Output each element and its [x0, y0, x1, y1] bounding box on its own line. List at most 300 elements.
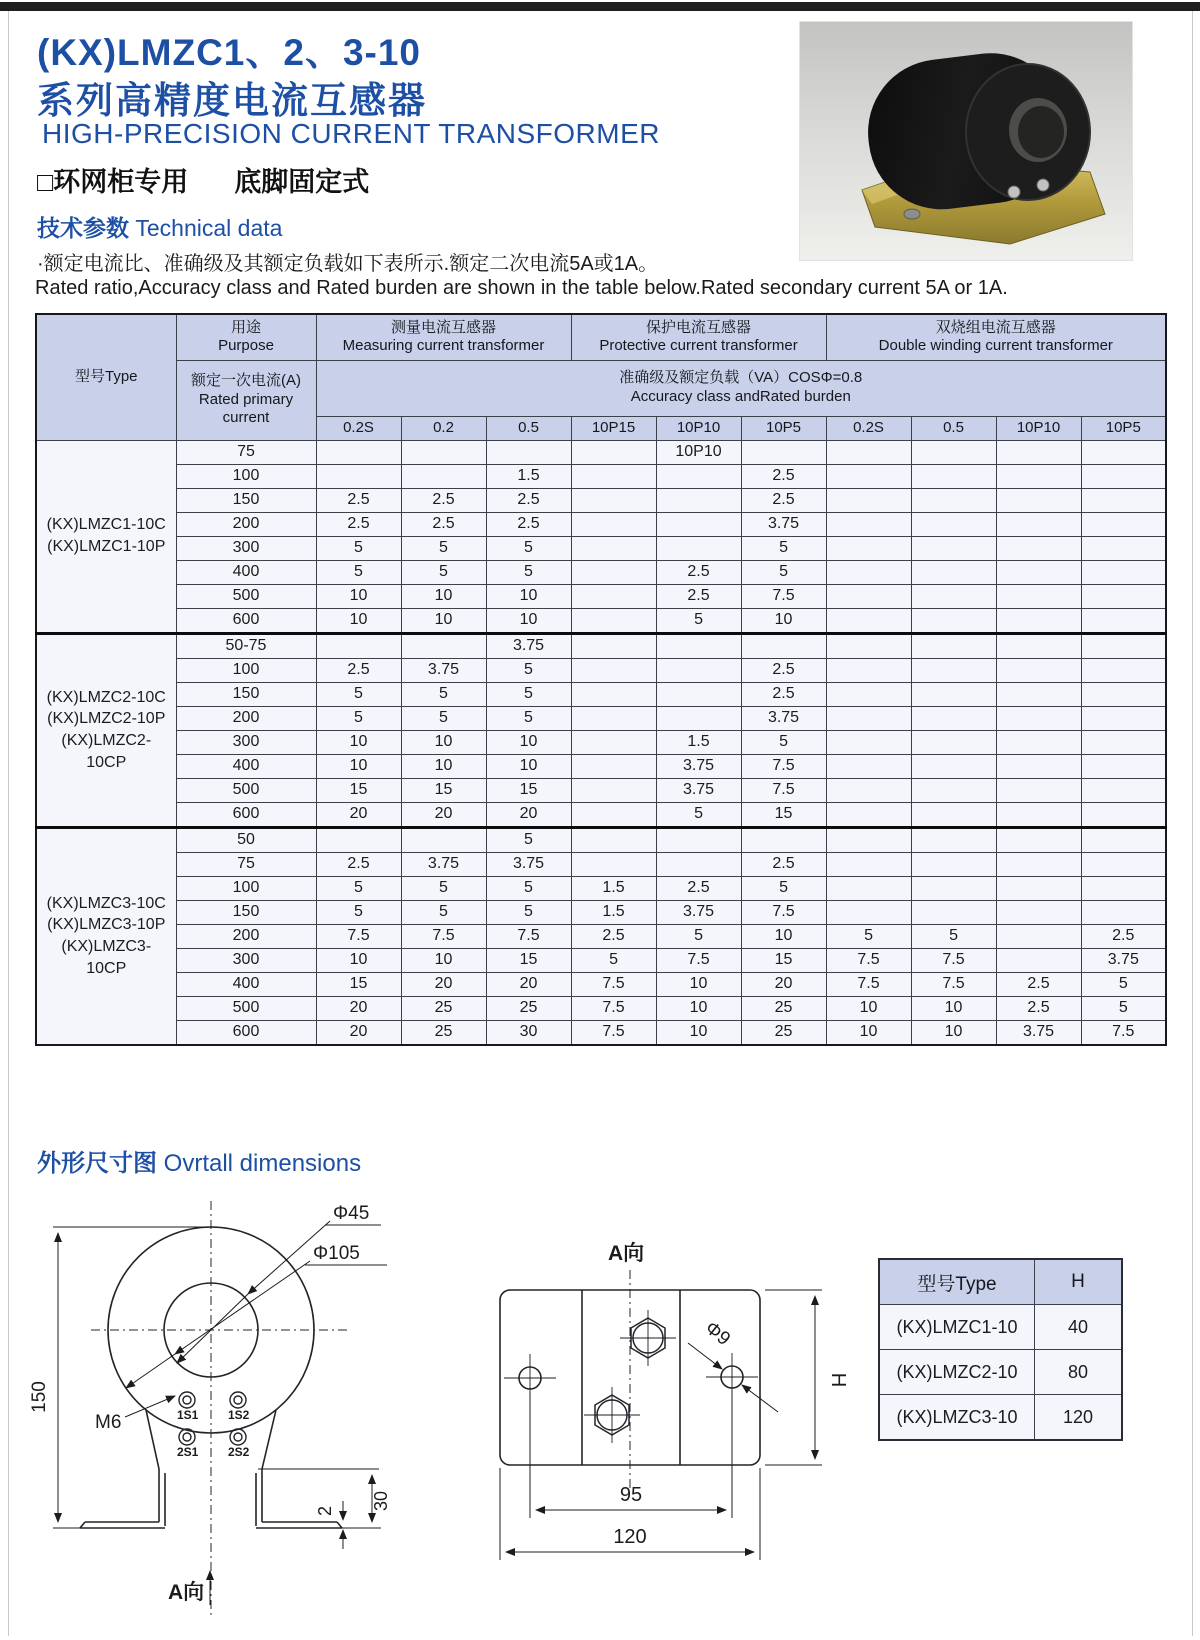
table-row	[36, 584, 1166, 608]
burden-value-cell	[1081, 633, 1166, 658]
burden-value-cell	[656, 464, 741, 488]
burden-value-cell	[741, 440, 826, 464]
note-line-en: Rated ratio,Accuracy class and Rated burden are shown in the table below.Rated secondary current 5A or 1A.	[35, 277, 1008, 299]
rated-current-cell: 500	[176, 996, 316, 1020]
burden-value-cell: 20	[316, 802, 401, 827]
burden-value-cell	[826, 802, 911, 827]
burden-value-cell	[316, 633, 401, 658]
burden-value-cell	[996, 827, 1081, 852]
burden-value-cell	[826, 706, 911, 730]
burden-value-cell: 20	[316, 996, 401, 1020]
table-row	[36, 488, 1166, 512]
burden-value-cell	[1081, 560, 1166, 584]
burden-value-cell	[826, 682, 911, 706]
burden-value-cell	[1081, 512, 1166, 536]
burden-value-cell	[911, 488, 996, 512]
burden-value-cell: 5	[741, 536, 826, 560]
page-title-english: HIGH-PRECISION CURRENT TRANSFORMER	[42, 118, 661, 149]
burden-value-cell: 2.5	[316, 852, 401, 876]
burden-value-cell: 25	[486, 996, 571, 1020]
burden-value-cell: 5	[656, 802, 741, 827]
technical-data-heading-en: Technical data	[129, 215, 283, 241]
burden-value-cell: 30	[486, 1020, 571, 1045]
burden-value-cell	[1081, 536, 1166, 560]
header-purpose-zh: 用途	[230, 318, 261, 336]
burden-value-cell	[571, 802, 656, 827]
burden-value-cell	[1081, 827, 1166, 852]
burden-value-cell: 5	[316, 682, 401, 706]
burden-value-cell: 5	[826, 924, 911, 948]
burden-value-cell	[1081, 682, 1166, 706]
burden-value-cell	[996, 464, 1081, 488]
burden-value-cell: 10	[401, 948, 486, 972]
terminal-1s2-label: 1S2	[228, 1408, 250, 1422]
table-row	[36, 1020, 1166, 1045]
burden-value-cell	[826, 440, 911, 464]
burden-value-cell	[911, 608, 996, 633]
burden-value-cell	[1081, 900, 1166, 924]
burden-value-cell: 5	[401, 682, 486, 706]
burden-value-cell	[316, 440, 401, 464]
burden-value-cell: 10	[741, 924, 826, 948]
header-rated-primary	[176, 360, 316, 440]
front-view-drawing	[25, 1185, 455, 1640]
burden-value-cell: 2.5	[316, 658, 401, 682]
burden-value-cell	[486, 440, 571, 464]
burden-value-cell: 10P10	[656, 440, 741, 464]
table-row	[879, 1395, 1122, 1441]
burden-value-cell: 5	[486, 900, 571, 924]
burden-value-cell: 10	[911, 996, 996, 1020]
burden-value-cell	[996, 512, 1081, 536]
burden-value-cell	[656, 682, 741, 706]
table-row	[36, 658, 1166, 682]
burden-value-cell	[826, 900, 911, 924]
burden-value-cell	[571, 584, 656, 608]
burden-value-cell	[996, 706, 1081, 730]
dim-outer-diameter-label: Φ105	[313, 1243, 360, 1264]
dimensions-heading	[37, 1143, 361, 1178]
accuracy-class-col-header: 0.2	[401, 416, 486, 440]
burden-value-cell	[826, 584, 911, 608]
burden-value-cell	[996, 778, 1081, 802]
dim-120-label: 120	[613, 1526, 647, 1548]
burden-value-cell	[656, 827, 741, 852]
burden-value-cell: 25	[401, 1020, 486, 1045]
burden-value-cell	[401, 440, 486, 464]
h-table-h-cell: 40	[1035, 1305, 1123, 1350]
burden-value-cell: 2.5	[316, 512, 401, 536]
table-row	[879, 1350, 1122, 1395]
header-accuracy-en: Accuracy class andRated burden	[630, 388, 851, 405]
burden-value-cell: 5	[486, 706, 571, 730]
burden-value-cell: 15	[741, 802, 826, 827]
burden-value-cell	[911, 730, 996, 754]
burden-value-cell: 2.5	[486, 488, 571, 512]
burden-value-cell	[911, 536, 996, 560]
burden-value-cell	[996, 754, 1081, 778]
rated-current-cell: 300	[176, 536, 316, 560]
main-table-body	[36, 440, 1166, 1045]
burden-value-cell: 3.75	[1081, 948, 1166, 972]
burden-value-cell: 7.5	[316, 924, 401, 948]
rated-current-cell: 100	[176, 464, 316, 488]
burden-value-cell	[826, 876, 911, 900]
burden-value-cell: 10	[316, 584, 401, 608]
burden-value-cell: 7.5	[656, 948, 741, 972]
burden-value-cell: 1.5	[571, 876, 656, 900]
burden-value-cell	[996, 584, 1081, 608]
burden-value-cell	[656, 536, 741, 560]
table-row	[36, 948, 1166, 972]
header-protective-en: Protective current transformer	[599, 337, 798, 355]
burden-value-cell	[826, 608, 911, 633]
burden-value-cell: 5	[486, 682, 571, 706]
burden-value-cell: 7.5	[486, 924, 571, 948]
top-black-strip	[0, 2, 1200, 11]
model-type-cell: (KX)LMZC1-10C (KX)LMZC1-10P	[36, 440, 176, 633]
burden-value-cell	[826, 754, 911, 778]
rated-current-cell: 200	[176, 512, 316, 536]
burden-value-cell	[826, 488, 911, 512]
rated-current-cell: 50	[176, 827, 316, 852]
header-rated-primary-en1: Rated primary	[198, 390, 294, 408]
burden-value-cell: 15	[316, 778, 401, 802]
rated-current-cell: 400	[176, 754, 316, 778]
burden-value-cell	[656, 512, 741, 536]
burden-value-cell: 10	[826, 1020, 911, 1045]
burden-value-cell	[571, 658, 656, 682]
burden-value-cell: 10	[316, 730, 401, 754]
burden-value-cell: 25	[741, 1020, 826, 1045]
burden-value-cell: 10	[741, 608, 826, 633]
header-accuracy	[316, 360, 1166, 416]
terminal-2s2-label: 2S2	[228, 1445, 250, 1459]
h-table-type-cell: (KX)LMZC3-10	[879, 1395, 1035, 1441]
burden-value-cell: 10	[826, 996, 911, 1020]
burden-value-cell: 7.5	[741, 584, 826, 608]
burden-value-cell: 20	[316, 1020, 401, 1045]
burden-value-cell: 3.75	[401, 658, 486, 682]
burden-value-cell: 5	[1081, 972, 1166, 996]
accuracy-class-col-header: 0.5	[911, 416, 996, 440]
header-measuring-group	[316, 314, 571, 360]
burden-value-cell: 5	[911, 924, 996, 948]
rated-current-cell: 400	[176, 560, 316, 584]
burden-value-cell	[571, 464, 656, 488]
table-row	[36, 730, 1166, 754]
table-row	[36, 754, 1166, 778]
burden-value-cell: 3.75	[996, 1020, 1081, 1045]
burden-value-cell: 7.5	[741, 900, 826, 924]
burden-value-cell	[656, 852, 741, 876]
burden-value-cell: 2.5	[996, 996, 1081, 1020]
burden-value-cell: 2.5	[996, 972, 1081, 996]
burden-value-cell	[911, 706, 996, 730]
burden-value-cell: 10	[401, 608, 486, 633]
burden-value-cell: 20	[486, 802, 571, 827]
burden-value-cell: 3.75	[486, 852, 571, 876]
burden-value-cell	[571, 633, 656, 658]
burden-value-cell: 5	[316, 536, 401, 560]
accuracy-class-col-header: 0.2S	[316, 416, 401, 440]
header-measuring-en: Measuring current transformer	[342, 337, 545, 355]
table-row	[36, 682, 1166, 706]
burden-value-cell: 2.5	[741, 464, 826, 488]
accuracy-class-col-header: 0.5	[486, 416, 571, 440]
header-protective-group	[571, 314, 826, 360]
burden-value-cell	[826, 464, 911, 488]
burden-value-cell: 5	[656, 608, 741, 633]
burden-value-cell	[1081, 754, 1166, 778]
burden-value-cell	[1081, 778, 1166, 802]
burden-value-cell: 25	[741, 996, 826, 1020]
accuracy-class-col-header: 10P10	[996, 416, 1081, 440]
table-row	[36, 900, 1166, 924]
burden-value-cell: 20	[486, 972, 571, 996]
burden-value-cell: 1.5	[571, 900, 656, 924]
burden-value-cell	[826, 658, 911, 682]
burden-value-cell: 2.5	[401, 512, 486, 536]
dim-height-150-label: 150	[29, 1381, 50, 1413]
burden-value-cell	[571, 852, 656, 876]
rated-current-cell: 200	[176, 924, 316, 948]
burden-value-cell: 3.75	[401, 852, 486, 876]
burden-value-cell: 7.5	[571, 972, 656, 996]
burden-value-cell	[996, 608, 1081, 633]
header-double-winding-zh: 双烧组电流互感器	[935, 318, 1056, 336]
dim-hole-9-label: Φ9	[700, 1317, 735, 1351]
burden-value-cell: 10	[316, 608, 401, 633]
burden-value-cell	[1081, 876, 1166, 900]
burden-value-cell: 5	[1081, 996, 1166, 1020]
burden-value-cell	[316, 464, 401, 488]
burden-value-cell: 7.5	[826, 972, 911, 996]
burden-value-cell: 5	[571, 948, 656, 972]
header-double-winding-group	[826, 314, 1166, 360]
burden-value-cell: 25	[401, 996, 486, 1020]
rated-current-cell: 50-75	[176, 633, 316, 658]
burden-value-cell	[401, 633, 486, 658]
burden-value-cell: 2.5	[741, 488, 826, 512]
burden-value-cell: 10	[401, 584, 486, 608]
burden-value-cell: 2.5	[401, 488, 486, 512]
table-row	[36, 802, 1166, 827]
burden-value-cell	[911, 440, 996, 464]
burden-value-cell: 20	[741, 972, 826, 996]
h-table-h-cell: 120	[1035, 1395, 1123, 1441]
rated-current-cell: 75	[176, 852, 316, 876]
rated-current-cell: 400	[176, 972, 316, 996]
dim-2-label: 2	[315, 1505, 335, 1517]
burden-value-cell	[656, 633, 741, 658]
rated-current-cell: 500	[176, 778, 316, 802]
rated-current-cell: 300	[176, 948, 316, 972]
burden-value-cell	[911, 802, 996, 827]
burden-value-cell	[996, 924, 1081, 948]
burden-value-cell: 10	[401, 730, 486, 754]
burden-value-cell: 2.5	[741, 658, 826, 682]
table-row	[36, 440, 1166, 464]
burden-value-cell	[1081, 488, 1166, 512]
rated-current-cell: 500	[176, 584, 316, 608]
burden-value-cell	[571, 682, 656, 706]
burden-value-cell: 2.5	[486, 512, 571, 536]
burden-value-cell	[571, 778, 656, 802]
burden-value-cell	[911, 852, 996, 876]
model-type-cell: (KX)LMZC2-10C (KX)LMZC2-10P (KX)LMZC2- 10CP	[36, 633, 176, 827]
burden-value-cell	[741, 827, 826, 852]
header-model-type: 型号Type	[36, 314, 176, 440]
burden-value-cell	[1081, 608, 1166, 633]
burden-value-cell	[911, 633, 996, 658]
header-purpose-en: Purpose	[218, 337, 274, 355]
burden-value-cell: 5	[486, 827, 571, 852]
burden-value-cell: 5	[486, 536, 571, 560]
rated-current-cell: 100	[176, 658, 316, 682]
table-row	[36, 464, 1166, 488]
rated-current-cell: 75	[176, 440, 316, 464]
burden-value-cell	[826, 730, 911, 754]
h-dimension-table	[878, 1258, 1123, 1441]
subtitle-ring-cabinet: □环网柜专用	[37, 167, 189, 197]
accuracy-class-col-header: 0.2S	[826, 416, 911, 440]
burden-value-cell	[996, 633, 1081, 658]
burden-value-cell	[996, 658, 1081, 682]
header-accuracy-zh: 准确级及额定负载（VA）COSΦ=0.8	[619, 369, 863, 387]
burden-value-cell	[1081, 464, 1166, 488]
table-row	[36, 924, 1166, 948]
burden-value-cell: 7.5	[571, 1020, 656, 1045]
header-protective-zh: 保护电流互感器	[646, 318, 752, 336]
burden-value-cell: 10	[911, 1020, 996, 1045]
burden-value-cell: 5	[741, 730, 826, 754]
burden-value-cell: 5	[316, 706, 401, 730]
burden-value-cell: 5	[741, 876, 826, 900]
burden-value-cell: 3.75	[486, 633, 571, 658]
burden-value-cell	[911, 658, 996, 682]
burden-value-cell: 10	[486, 730, 571, 754]
technical-data-table	[35, 313, 1167, 1046]
h-table-type-cell: (KX)LMZC2-10	[879, 1350, 1035, 1395]
burden-value-cell: 20	[401, 802, 486, 827]
burden-value-cell: 7.5	[741, 754, 826, 778]
thread-m6-label: M6	[95, 1412, 122, 1433]
burden-value-cell	[996, 682, 1081, 706]
burden-value-cell: 5	[401, 876, 486, 900]
burden-value-cell	[911, 512, 996, 536]
burden-value-cell	[826, 852, 911, 876]
burden-value-cell	[571, 536, 656, 560]
burden-value-cell	[571, 608, 656, 633]
dim-h-label: H	[827, 1372, 849, 1388]
header-rated-primary-zh: 额定一次电流(A)	[191, 371, 301, 389]
burden-value-cell	[911, 560, 996, 584]
page-title-model: (KX)LMZC1、2、3-10	[37, 32, 421, 73]
accuracy-class-col-header: 10P10	[656, 416, 741, 440]
burden-value-cell	[656, 488, 741, 512]
burden-value-cell	[316, 827, 401, 852]
burden-value-cell	[826, 633, 911, 658]
rated-current-cell: 600	[176, 802, 316, 827]
burden-value-cell: 5	[486, 876, 571, 900]
burden-value-cell	[996, 900, 1081, 924]
rated-current-cell: 600	[176, 1020, 316, 1045]
dimensions-heading-zh: 外形尺寸图	[37, 1150, 157, 1177]
table-row	[36, 706, 1166, 730]
dim-inner-diameter-label: Φ45	[333, 1203, 370, 1224]
burden-value-cell	[826, 512, 911, 536]
burden-value-cell: 10	[486, 584, 571, 608]
burden-value-cell	[996, 488, 1081, 512]
burden-value-cell: 15	[486, 778, 571, 802]
burden-value-cell: 5	[401, 536, 486, 560]
burden-value-cell	[826, 827, 911, 852]
model-type-cell: (KX)LMZC3-10C (KX)LMZC3-10P (KX)LMZC3- 10CP	[36, 827, 176, 1045]
burden-value-cell	[996, 440, 1081, 464]
burden-value-cell: 10	[316, 754, 401, 778]
burden-value-cell	[1081, 584, 1166, 608]
burden-value-cell: 15	[401, 778, 486, 802]
table-row	[36, 827, 1166, 852]
burden-value-cell	[996, 948, 1081, 972]
burden-value-cell	[401, 464, 486, 488]
burden-value-cell	[571, 560, 656, 584]
page-subtitle	[37, 160, 369, 199]
burden-value-cell: 2.5	[741, 852, 826, 876]
table-row	[36, 536, 1166, 560]
plan-view-direction-a-label: A向	[608, 1242, 645, 1265]
burden-value-cell	[911, 827, 996, 852]
technical-data-heading	[37, 210, 282, 243]
accuracy-class-col-header: 10P5	[741, 416, 826, 440]
burden-value-cell: 15	[741, 948, 826, 972]
burden-value-cell: 3.75	[656, 900, 741, 924]
burden-value-cell: 3.75	[656, 778, 741, 802]
burden-value-cell	[571, 488, 656, 512]
rated-current-cell: 100	[176, 876, 316, 900]
burden-value-cell: 20	[401, 972, 486, 996]
terminal-2s1-label: 2S1	[177, 1445, 199, 1459]
burden-value-cell: 10	[656, 1020, 741, 1045]
burden-value-cell	[996, 802, 1081, 827]
burden-value-cell: 2.5	[1081, 924, 1166, 948]
burden-value-cell: 5	[401, 560, 486, 584]
burden-value-cell	[911, 682, 996, 706]
burden-value-cell	[1081, 658, 1166, 682]
burden-value-cell: 7.5	[571, 996, 656, 1020]
rated-current-cell: 300	[176, 730, 316, 754]
table-row	[36, 608, 1166, 633]
burden-value-cell	[911, 778, 996, 802]
burden-value-cell: 2.5	[656, 560, 741, 584]
table-row	[36, 996, 1166, 1020]
burden-value-cell	[1081, 730, 1166, 754]
header-rated-primary-en2: current	[222, 409, 270, 427]
table-row	[36, 972, 1166, 996]
burden-value-cell: 7.5	[911, 948, 996, 972]
burden-value-cell: 5	[316, 876, 401, 900]
transformer-photo-graphic	[800, 22, 1132, 260]
burden-value-cell: 15	[316, 972, 401, 996]
burden-value-cell: 1.5	[486, 464, 571, 488]
burden-value-cell: 3.75	[741, 706, 826, 730]
burden-value-cell	[826, 778, 911, 802]
burden-value-cell: 10	[401, 754, 486, 778]
burden-value-cell: 7.5	[826, 948, 911, 972]
burden-value-cell	[571, 827, 656, 852]
burden-value-cell	[911, 900, 996, 924]
